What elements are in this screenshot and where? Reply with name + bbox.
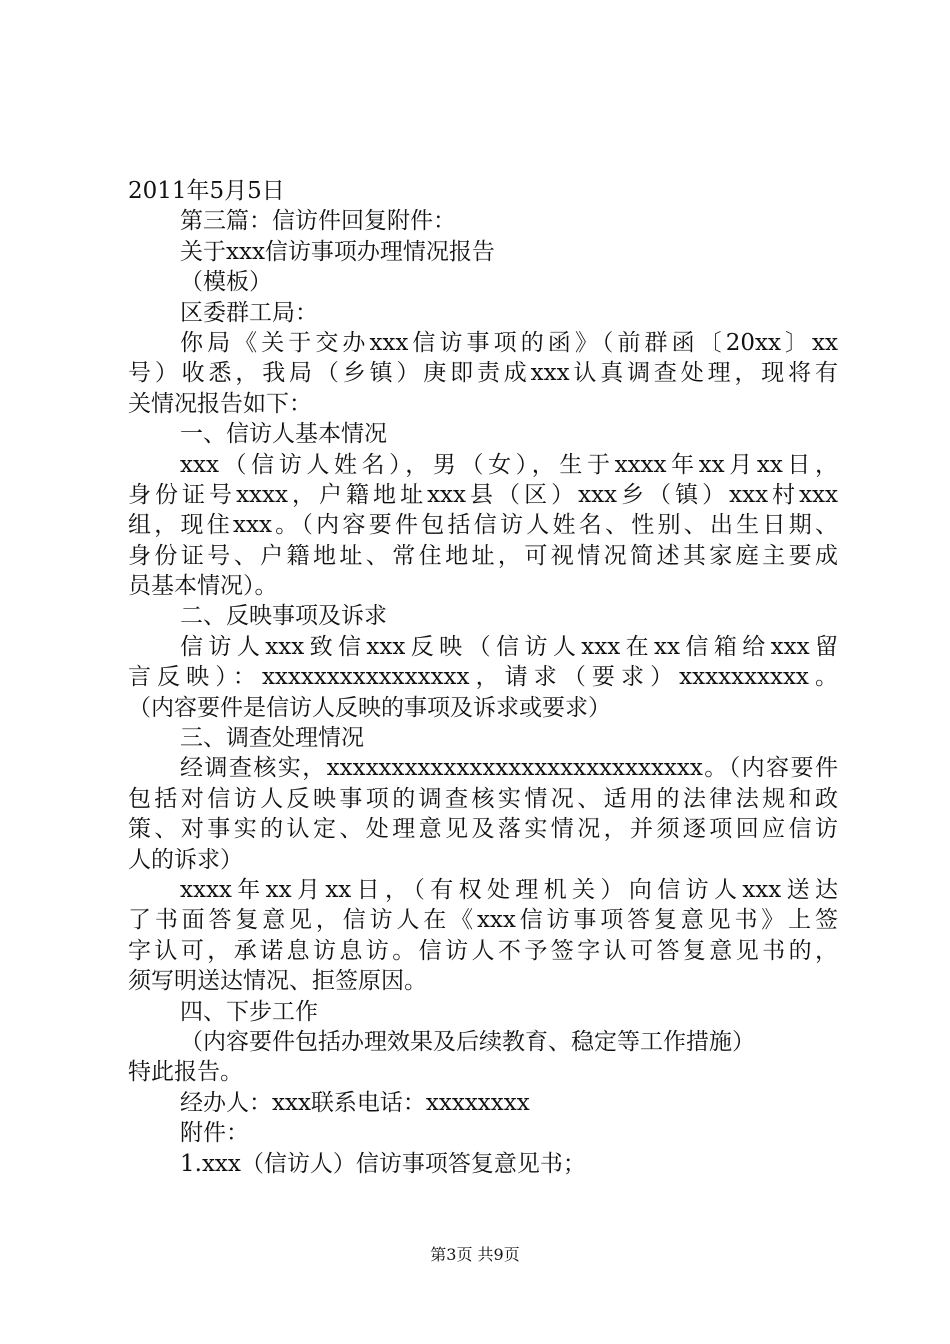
intro-line: 关情况报告如下： [128, 390, 312, 417]
section-2-line: 信访人xxx致信xxx反映（信访人xxx在xx信箱给xxx留 [180, 633, 838, 660]
section-3b-line: 了书面答复意见，信访人在《xxx信访事项答复意见书》上签 [128, 907, 838, 934]
section-3-line: 人的诉求） [128, 846, 243, 873]
section-2-line: 言反映）：xxxxxxxxxxxxxxxx，请求（要求）xxxxxxxxxx。 [128, 664, 838, 691]
page-footer: 第3页 共9页 [430, 1245, 520, 1264]
section-2-line: （内容要件是信访人反映的事项及诉求或要求） [128, 694, 611, 721]
section-4-line: （内容要件包括办理效果及后续教育、稳定等工作措施） [180, 1028, 755, 1055]
section-4-title: 四、下步工作 [180, 998, 318, 1025]
section-3b-line: 须写明送达情况、拒签原因。 [128, 968, 427, 995]
attachment-item: 1.xxx（信访人）信访事项答复意见书； [180, 1150, 586, 1177]
template-note: （模板） [180, 269, 272, 296]
attachment-label: 附件： [180, 1120, 249, 1147]
date-line: 2011年5月5日 [128, 178, 285, 204]
document-body [128, 176, 838, 1179]
section-1-line: 员基本情况）。 [128, 573, 278, 600]
section-3b-line: xxxx年xx月xx日，（有权处理机关）向信访人xxx送达 [180, 876, 838, 903]
section-3-line: 包括对信访人反映事项的调查核实情况、适用的法律法规和政 [128, 785, 838, 812]
section-1-line: 身份证号、户籍地址、常住地址，可视情况简述其家庭主要成 [128, 542, 838, 569]
section-heading: 第三篇：信访件回复附件： [180, 208, 456, 235]
section-1-line: 身份证号xxxx，户籍地址xxx县（区）xxx乡（镇）xxx村xxx [128, 481, 838, 508]
section-3-line: 策、对事实的认定、处理意见及落实情况，并须逐项回应信访 [128, 816, 838, 843]
addressee: 区委群工局： [180, 299, 318, 326]
section-3b-line: 字认可，承诺息访息访。信访人不予签字认可答复意见书的， [128, 937, 838, 964]
intro-line: 你局《关于交办xxx信访事项的函》（前群函〔20xx〕xx [180, 329, 838, 356]
report-title: 关于xxx信访事项办理情况报告 [180, 238, 495, 265]
section-1-line: 组，现住xxx。（内容要件包括信访人姓名、性别、出生日期、 [128, 512, 838, 539]
section-1-title: 一、信访人基本情况 [180, 421, 387, 448]
section-3-line: 经调查核实，xxxxxxxxxxxxxxxxxxxxxxxxxxxxx。（内容要件 [180, 755, 838, 782]
section-2-title: 二、反映事项及诉求 [180, 603, 387, 630]
intro-line: 号）收悉，我局（乡镇）庚即责成xxx认真调查处理，现将有 [128, 360, 838, 387]
section-1-line: xxx（信访人姓名），男（女），生于xxxx年xx月xx日， [180, 451, 838, 478]
section-4-line: 特此报告。 [128, 1059, 243, 1086]
contact-line: 经办人：xxx联系电话：xxxxxxxx [180, 1089, 530, 1116]
section-3-title: 三、调查处理情况 [180, 725, 364, 752]
